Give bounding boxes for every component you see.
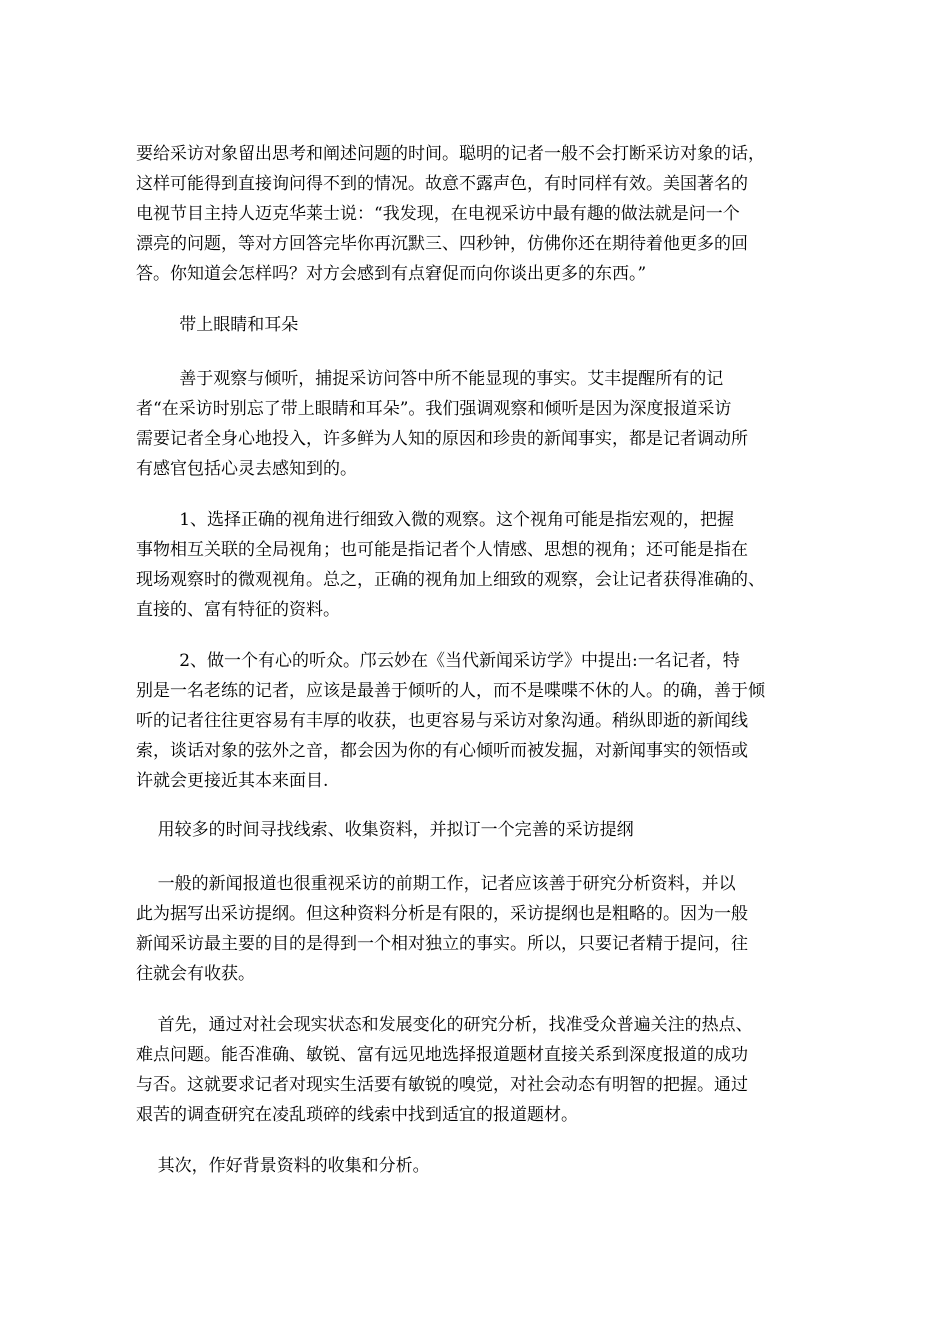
paragraph-point-2-listener [136, 646, 816, 796]
text-line: 2、做一个有心的听众。邝云妙在《当代新闻采访学》中提出:一名记者，特 [136, 651, 740, 671]
text-line: 索，谈话对象的弦外之音，都会因为你的有心倾听而被发掘，对新闻事实的领悟或 [136, 741, 748, 761]
paragraph-point-1-perspective [136, 505, 816, 625]
text-line: 难点问题。能否准确、敏锐、富有远见地选择报道题材直接关系到深度报道的成功 [136, 1045, 748, 1065]
text-line: 新闻采访最主要的目的是得到一个相对独立的事实。所以，只要记者精于提问，往 [136, 934, 748, 954]
text-line: 答。你知道会怎样吗？对方会感到有点窘促而向你谈出更多的东西。” [136, 264, 647, 284]
paragraph-observe-listen [136, 364, 816, 484]
text-line: 有感官包括心灵去感知到的。 [136, 459, 357, 479]
text-line: 许就会更接近其本来面目. [136, 771, 329, 791]
text-line: 艰苦的调查研究在凌乱琐碎的线索中找到适宜的报道题材。 [136, 1105, 578, 1125]
text-line: 此为据写出采访提纲。但这种资料分析是有限的，采访提纲也是粗略的。因为一般 [136, 904, 748, 924]
section-heading-outline [136, 815, 816, 845]
text-line: 往就会有收获。 [136, 964, 255, 984]
text-line: 善于观察与倾听，捕捉采访问答中所不能显现的事实。艾丰提醒所有的记 [136, 369, 724, 389]
text-line: 首先，通过对社会现实状态和发展变化的研究分析，找准受众普遍关注的热点、 [136, 1015, 753, 1035]
heading-line: 用较多的时间寻找线索、收集资料，并拟订一个完善的采访提纲 [136, 820, 634, 840]
text-line: 这样可能得到直接询问得不到的情况。故意不露声色，有时同样有效。美国著名的 [136, 174, 748, 194]
text-line: 事物相互关联的全局视角；也可能是指记者个人情感、思想的视角；还可能是指在 [136, 540, 748, 560]
text-line: 其次，作好背景资料的收集和分析。 [136, 1156, 430, 1176]
text-line: 1、选择正确的视角进行细致入微的观察。这个视角可能是指宏观的，把握 [136, 510, 735, 530]
paragraph-first-topic-selection [136, 1010, 816, 1130]
text-line: 听的记者往往更容易有丰厚的收获，也更容易与采访对象沟通。稍纵即逝的新闻线 [136, 711, 748, 731]
text-line: 者“在采访时别忘了带上眼睛和耳朵”。我们强调观察和倾听是因为深度报道采访 [136, 399, 732, 419]
text-line: 直接的、富有特征的资料。 [136, 600, 340, 620]
text-line: 现场观察时的微观视角。总之，正确的视角加上细致的观察，会让记者获得准确的、 [136, 570, 765, 590]
text-line: 要给采访对象留出思考和阐述问题的时间。聪明的记者一般不会打断采访对象的话， [136, 144, 765, 164]
text-line: 与否。这就要求记者对现实生活要有敏锐的嗅觉，对社会动态有明智的把握。通过 [136, 1075, 748, 1095]
heading-line: 带上眼睛和耳朵 [136, 315, 299, 335]
text-line: 需要记者全身心地投入，许多鲜为人知的原因和珍贵的新闻事实，都是记者调动所 [136, 429, 748, 449]
paragraph-interview-silence [136, 139, 816, 289]
text-line: 别是一名老练的记者，应该是最善于倾听的人，而不是喋喋不休的人。的确，善于倾 [136, 681, 765, 701]
section-heading-eyes-ears [136, 310, 816, 340]
text-line: 漂亮的问题，等对方回答完毕你再沉默三、四秒钟，仿佛你还在期待着他更多的回 [136, 234, 748, 254]
text-line: 电视节目主持人迈克华莱士说：“我发现，在电视采访中最有趣的做法就是问一个 [136, 204, 740, 224]
text-line: 一般的新闻报道也很重视采访的前期工作，记者应该善于研究分析资料，并以 [136, 874, 736, 894]
paragraph-preparation [136, 869, 816, 989]
paragraph-second-background [136, 1151, 816, 1181]
